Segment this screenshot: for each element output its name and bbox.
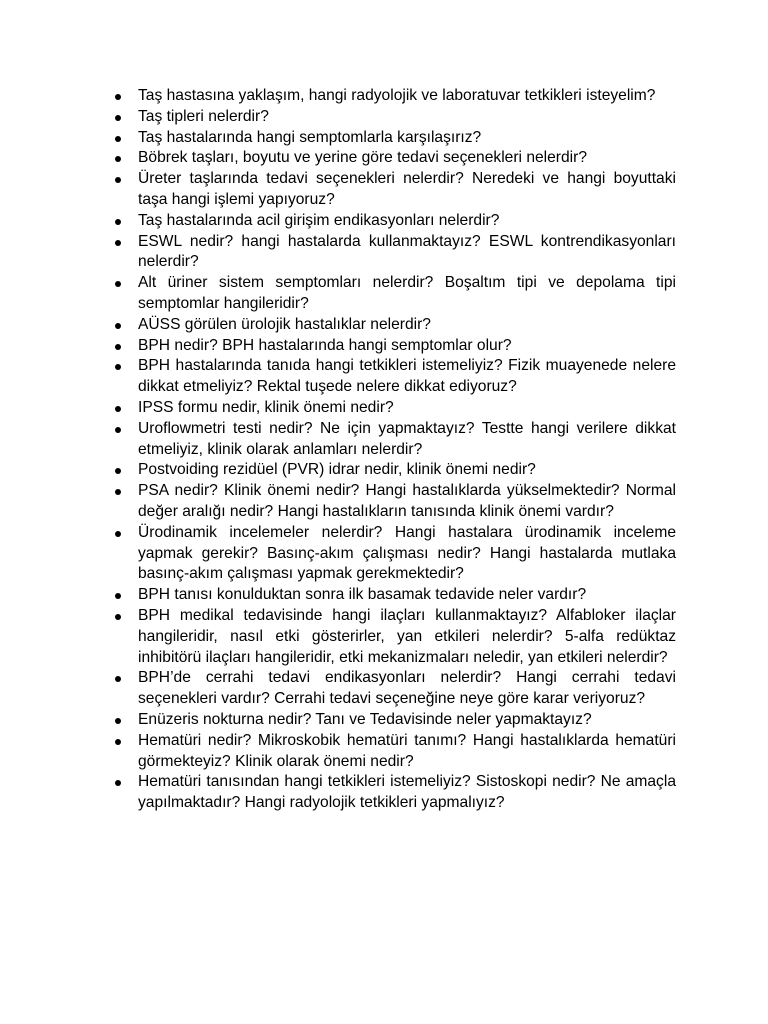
list-item-text: Böbrek taşları, boyutu ve yerine göre tedavi seçenekleri nelerdir? xyxy=(138,149,587,167)
list-item xyxy=(112,169,676,211)
bullet-icon xyxy=(115,531,121,537)
list-item-text: IPSS formu nedir, klinik önemi nedir? xyxy=(138,398,394,416)
list-item xyxy=(112,273,676,315)
list-item xyxy=(112,710,676,731)
bullet-icon xyxy=(115,489,121,495)
list-item xyxy=(112,211,676,232)
list-item xyxy=(112,731,676,773)
bullet-icon xyxy=(115,136,121,142)
list-item xyxy=(112,523,676,585)
list-item-text: Postvoiding rezidüel (PVR) idrar nedir, klinik önemi nedir? xyxy=(138,461,536,479)
list-item-text: ESWL nedir? hangi hastalarda kullanmaktayız? ESWL kontrendikasyonları nelerdir? xyxy=(138,232,676,271)
list-item-text: Taş tipleri nelerdir? xyxy=(138,107,269,125)
list-item xyxy=(112,86,676,107)
list-item-text: Üreter taşlarında tedavi seçenekleri nelerdir? Neredeki ve hangi boyuttaki taşa hangi işlemi yapıyoruz? xyxy=(138,170,676,208)
list-item xyxy=(112,460,676,481)
list-item-text: Taş hastalarında hangi semptomlarla karşılaşırız? xyxy=(138,128,482,146)
bullet-icon xyxy=(115,739,121,745)
question-list xyxy=(112,86,676,814)
list-item xyxy=(112,315,676,336)
list-item-text: BPH medikal tedavisinde hangi ilaçları kullanmaktayız? Alfabloker ilaçlar hangileridir, nasıl etki gösterirler, yan etkileri nelerdir? 5-alfa redüktaz inhibitörü ilaçları hangileridir, etki mekanizmaları neledir, yan etkileri nelerdir? xyxy=(138,606,676,666)
list-item xyxy=(112,585,676,606)
bullet-icon xyxy=(115,614,121,620)
list-item-text: BPH’de cerrahi tedavi endikasyonları nelerdir? Hangi cerrahi tedavi seçenekleri vardır? Cerrahi tedavi seçeneğine neye göre karar veriyoruz? xyxy=(138,669,676,708)
bullet-icon xyxy=(115,323,121,329)
bullet-icon xyxy=(115,94,121,100)
list-item-text: BPH tanısı konulduktan sonra ilk basamak tedavide neler vardır? xyxy=(138,586,587,604)
list-item-text: AÜSS görülen ürolojik hastalıklar nelerdir? xyxy=(138,315,431,333)
list-item-text: PSA nedir? Klinik önemi nedir? Hangi hastalıklarda yükselmektedir? Normal değer aralığı nedir? Hangi hastalıkların tanısında klinik önemi vardır? xyxy=(138,482,676,520)
list-item-text: Enüzeris nokturna nedir? Tanı ve Tedavisinde neler yapmaktayız? xyxy=(138,710,592,728)
list-item xyxy=(112,107,676,128)
bullet-icon xyxy=(115,115,121,121)
list-item xyxy=(112,398,676,419)
list-item xyxy=(112,148,676,169)
list-item xyxy=(112,772,676,814)
list-item-text: Alt üriner sistem semptomları nelerdir? Boşaltım tipi ve depolama tipi semptomlar hangileridir? xyxy=(138,274,676,312)
list-item xyxy=(112,232,676,274)
list-item xyxy=(112,336,676,357)
list-item-text: Taş hastasına yaklaşım, hangi radyolojik ve laboratuvar tetkikleri isteyelim? xyxy=(138,87,656,104)
list-item-text: BPH nedir? BPH hastalarında hangi semptomlar olur? xyxy=(138,336,512,354)
bullet-icon xyxy=(115,344,121,350)
bullet-icon xyxy=(115,406,121,412)
list-item xyxy=(112,668,676,710)
list-item-text: Hematüri tanısından hangi tetkikleri istemeliyiz? Sistoskopi nedir? Ne amaçla yapılmaktadır? Hangi radyolojik tetkikleri yapmalıyız? xyxy=(138,773,676,812)
list-item xyxy=(112,128,676,149)
list-item xyxy=(112,481,676,523)
list-item xyxy=(112,419,676,461)
bullet-icon xyxy=(115,718,121,724)
list-item-text: Uroflowmetri testi nedir? Ne için yapmaktayız? Testte hangi verilere dikkat etmeliyiz, klinik olarak anlamları nelerdir? xyxy=(138,419,676,458)
bullet-icon xyxy=(115,219,121,225)
list-item-text: Taş hastalarında acil girişim endikasyonları nelerdir? xyxy=(138,211,500,229)
list-item-text: Ürodinamik incelemeler nelerdir? Hangi hastalara ürodinamik inceleme yapmak gerekir? Basınç-akım çalışması nedir? Hangi hastalarda mutlaka basınç-akım çalışması yapmak gerekmektedir? xyxy=(138,523,676,583)
bullet-icon xyxy=(115,156,121,162)
list-item xyxy=(112,356,676,398)
bullet-icon xyxy=(115,281,121,287)
bullet-icon xyxy=(115,468,121,474)
list-item-text: Hematüri nedir? Mikroskobik hematüri tanımı? Hangi hastalıklarda hematüri görmekteyiz? Klinik olarak önemi nedir? xyxy=(138,731,676,770)
bullet-icon xyxy=(115,364,121,370)
bullet-icon xyxy=(115,240,121,246)
bullet-icon xyxy=(115,177,121,183)
bullet-icon xyxy=(115,676,121,682)
list-item-text: BPH hastalarında tanıda hangi tetkikleri istemeliyiz? Fizik muayenede nelere dikkat etmeliyiz? Rektal tuşede nelere dikkat ediyoruz? xyxy=(138,357,676,396)
bullet-icon xyxy=(115,780,121,786)
list-item xyxy=(112,606,676,668)
bullet-icon xyxy=(115,593,121,599)
bullet-icon xyxy=(115,427,121,433)
